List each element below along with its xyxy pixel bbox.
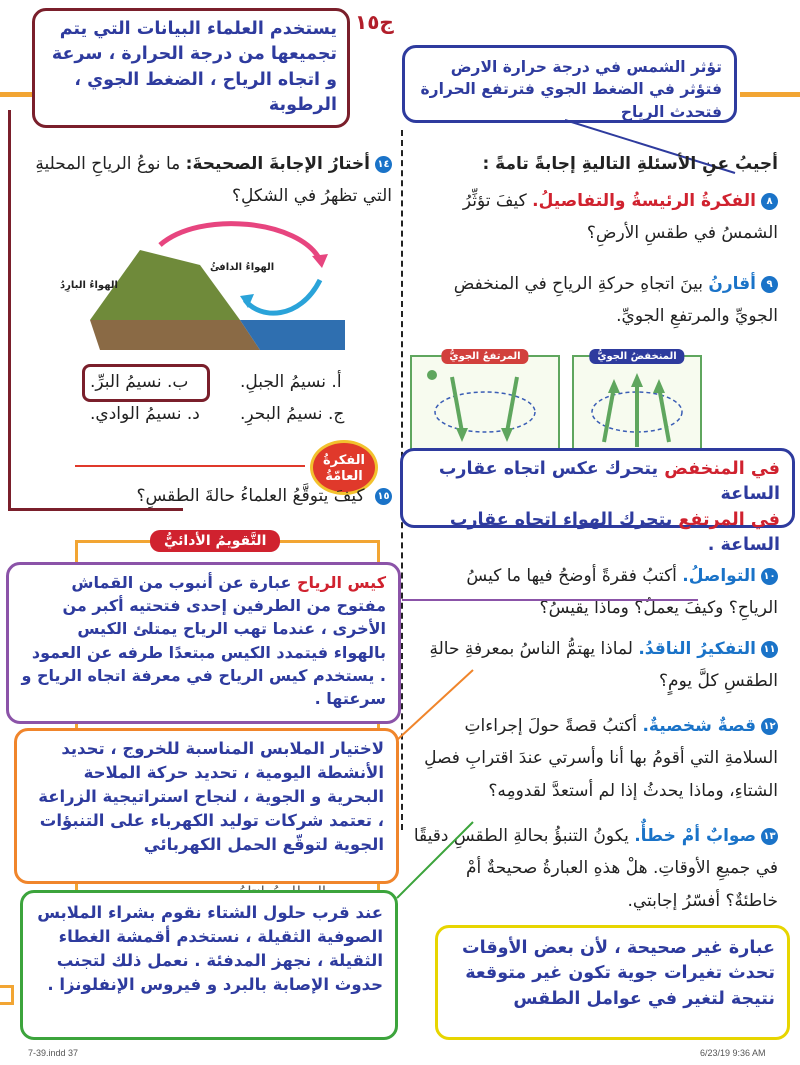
low-text: يتحرك عكس اتجاه عقارب الساعة: [438, 459, 780, 505]
q15-number: ١٥: [375, 488, 392, 505]
low-label: في المنخفض: [664, 459, 780, 479]
note-forecast-accuracy: [435, 925, 790, 1040]
big-idea-line: [75, 465, 305, 467]
q14-text: ما نوعُ الرياحِ المحليةِ التي تظهرُ في الشكلِ؟: [35, 154, 392, 207]
question-15: [92, 480, 392, 512]
low-pressure-arrows: [574, 357, 700, 453]
q10-keyword: التواصلُ.: [682, 566, 756, 586]
choice-b-circle: [82, 364, 210, 402]
warm-air-label: الهواءُ الدافئُ: [210, 262, 275, 273]
q11-number: ١١: [761, 641, 778, 658]
questions-heading: أجيبُ عنِ الأسئلةِ التاليةِ إجابةً تامةً :: [482, 154, 778, 174]
header-strip-right: [740, 92, 800, 97]
note-winter-prep: [20, 890, 398, 1040]
high-text: يتحرك الهواء اتجاه عقارب الساعة .: [449, 509, 780, 556]
q8-text: كيفَ تؤثِّرُ الشمسُ في طقسِ الأرضِ؟: [462, 191, 778, 244]
choice-d[interactable]: د. نسيمُ الوادي.: [90, 404, 200, 424]
choice-c[interactable]: ج. نسيمُ البحرِ.: [240, 404, 345, 424]
question-8: [413, 185, 778, 250]
low-pressure-tag: المنخفضُ الجويُّ: [589, 349, 684, 364]
note-windsock: [6, 562, 401, 724]
q11-keyword: التفكيرُ الناقدُ.: [638, 639, 756, 659]
note-sun-effect: [402, 45, 737, 123]
choice-a[interactable]: أ. نسيمُ الجبلِ.: [240, 372, 342, 392]
q14-number: ١٤: [375, 156, 392, 173]
choice-b[interactable]: ب. نسيمُ البرِّ.: [90, 372, 189, 392]
note-winter-prep-text: عند قرب حلول الشتاء نقوم بشراء الملابس الصوفية الثقيلة ، نستخدم أقمشة الغطاء الثقيلة ، نجهز المدفئة . نعمل ذلك لتجنب حدوث الإصابة بالبرد و فيروس الإنفلونزا .: [37, 903, 383, 994]
note-daily-weather: [14, 728, 399, 884]
pointer-line-orange: [395, 668, 475, 743]
q13-text: يكونُ التنبؤُ بحالةِ الطقسِ دقيقًا في جميعِ الأوقاتِ. هلْ هذهِ العبارةُ صحيحةٌ أمْ خاطئةٌ؟ أفسّرُ إجابتي.: [413, 826, 778, 911]
q15-text: كيفَ يتوقَّعُ العلماءُ حالةَ الطقسِ؟: [136, 486, 365, 506]
footer-date: 6/23/19 9:36 AM: [700, 1048, 766, 1058]
big-idea-badge: الفكرةُ العامّةُ: [310, 440, 378, 495]
q13-number: ١٣: [761, 828, 778, 845]
footer-file: 7-39.indd 37: [28, 1048, 79, 1058]
q8-keyword: الفكرةُ الرئيسةُ والتفاصيلُ.: [532, 191, 756, 211]
mountain-breeze-diagram: [60, 210, 350, 360]
question-14: [22, 148, 392, 213]
q10-number: ١٠: [761, 568, 778, 585]
pointer-line-windsock: [400, 585, 700, 615]
q9-text: بينَ اتجاهِ حركةِ الرياحِ في المنخفضِ الجويِّ والمرتفعِ الجويِّ.: [453, 274, 778, 327]
orange-bracket: [0, 985, 14, 1005]
high-label: في المرتفع: [678, 509, 780, 530]
note-daily-weather-text: لاختيار الملابس المناسبة للخروج ، تحديد الأنشطة اليومية ، تحديد حركة الملاحة البحرية و الجوية ، لنجاح استراتيجية الزراعة ، تعتمد شركات توليد الكهرباء على التنبؤات الجوية لتوقّع الحمل الكهربائي: [38, 739, 384, 854]
diagram-low-pressure: [572, 351, 702, 455]
q12-keyword: قصةٌ شخصيةٌ.: [642, 716, 756, 736]
q9-keyword: أقارنُ: [708, 274, 756, 294]
q11-text: لماذا يهتمُّ الناسُ بمعرفةِ حالةِ الطقسِ كلَّ يومٍ؟: [429, 639, 778, 692]
assessment-tag: التَّقويمُ الأدائيُّ: [150, 530, 280, 552]
windsock-text: عبارة عن أنبوب من القماش مفتوح من الطرفين إحدى فتحتيه أكبر من الأخرى ، عندما تهب الرياح يمتلئ الكيس بالهواء فيتمدد الكيس مبتعدًا طرفه عن العمود . يستخدم كيس الرياح في معرفة اتجاه الرياح و سرعتها .: [21, 573, 386, 708]
q10-text: أكتبُ فقرةً أوضحُ فيها ما كيسُ الرياحِ؟ وكيفَ يعملُ؟ وماذا يقيسُ؟: [466, 566, 778, 619]
q9-number: ٩: [761, 276, 778, 293]
note-weather-data-text: يستخدم العلماء البيانات التي يتم تجميعها من درجة الحرارة ، سرعة و اتجاه الرياح ، الضغط الجوي ، الرطوبة: [51, 19, 337, 116]
cold-air-label: الهواءُ البارِدُ: [60, 280, 118, 291]
q12-text: أكتبُ قصةً حولَ إجراءاتِ السلامةِ التي أقومُ بها أنا وأسرتي عندَ اقترابِ فصلِ الشتاءِ، وماذا يحدثُ إذا لم أستعدَّ لقدومِه؟: [424, 716, 778, 801]
windsock-label: كيس الرياح: [296, 573, 386, 592]
pointer-line-green: [395, 820, 475, 900]
note-sun-effect-text: تؤثر الشمس في درجة حرارة الارض فتؤثر في الضغط الجوي فترتفع الحرارة فتحدث الرياح: [420, 58, 722, 121]
q14-keyword: أختارُ الإجابةَ الصحيحةَ:: [185, 154, 370, 174]
question-9: [413, 268, 778, 333]
diagram-high-pressure: [410, 351, 560, 455]
note-weather-data: [32, 8, 350, 128]
answer-15-label: ج١٥: [355, 10, 394, 34]
high-pressure-tag: المرتفعُ الجويُّ: [441, 349, 528, 364]
q12-number: ١٢: [761, 718, 778, 735]
q8-number: ٨: [761, 193, 778, 210]
q13-keyword: صوابٌ أمْ خطأٌ.: [634, 826, 756, 846]
high-pressure-arrows: [412, 357, 558, 453]
note-wind-direction: [400, 448, 795, 556]
note-forecast-accuracy-text: عبارة غير صحيحة ، لأن بعض الأوقات تحدث تغيرات جوية تكون غير متوقعة نتيجة لتغير في عوامل الطقس: [462, 938, 775, 1009]
maroon-margin-line: [8, 110, 11, 510]
